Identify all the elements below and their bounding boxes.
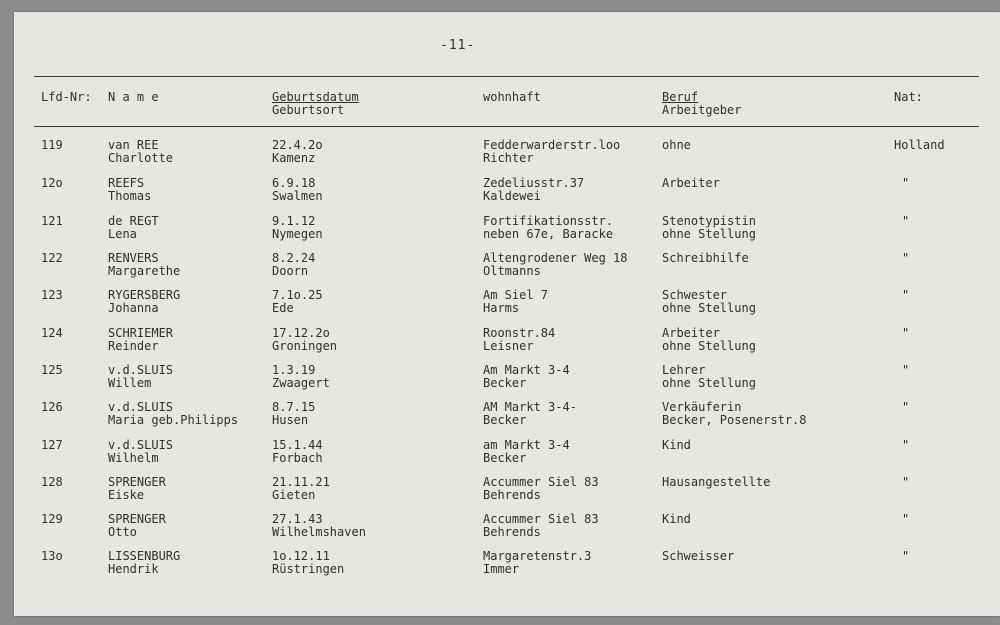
cell-nr	[41, 177, 63, 190]
cell-nr	[41, 215, 63, 228]
cell-nr-line: 128	[41, 475, 63, 489]
cell-nr	[41, 439, 63, 452]
cell-name	[108, 364, 173, 389]
cell-wohnhaft	[483, 513, 599, 538]
header-bottom-rule	[34, 126, 979, 127]
cell-nationality: Holland	[894, 138, 945, 152]
cell-nr-line: 12o	[41, 176, 63, 190]
cell-name-line: Otto	[108, 524, 137, 539]
cell-beruf-line: Kind	[662, 438, 691, 452]
cell-geburt	[272, 139, 323, 164]
cell-geburt	[272, 252, 315, 277]
cell-wohnhaft-line: Altengrodener Weg 18	[483, 251, 628, 265]
header-beruf-line2: Arbeitgeber	[662, 103, 742, 117]
cell-name-line: Willem	[108, 375, 152, 390]
cell-geburt	[272, 476, 330, 501]
cell-beruf	[662, 327, 756, 352]
cell-geburt-line: 7.1o.25	[272, 288, 323, 302]
cell-beruf	[662, 476, 770, 489]
cell-beruf-line: Arbeiter	[662, 176, 720, 190]
cell-wohnhaft-line: Roonstr.84	[483, 326, 556, 340]
cell-geburt-line: 8.2.24	[272, 251, 316, 265]
table-row	[14, 364, 1000, 400]
cell-beruf	[662, 550, 734, 563]
cell-beruf-line: Schweisser	[662, 549, 735, 563]
cell-wohnhaft-line: Am Siel 7	[483, 288, 549, 302]
cell-geburt-line: 8.7.15	[272, 400, 316, 414]
cell-name-line: Reinder	[108, 338, 159, 353]
cell-wohnhaft-line: Am Markt 3-4	[483, 363, 570, 377]
table-row	[14, 139, 1000, 175]
cell-wohnhaft-line: Fedderwarderstr.loo	[483, 138, 621, 152]
cell-name-line: Lena	[108, 226, 137, 241]
cell-nationality: "	[902, 176, 910, 190]
cell-beruf-line: Kind	[662, 512, 691, 526]
cell-wohnhaft-line: neben 67e, Baracke	[483, 226, 614, 241]
cell-beruf-line: Hausangestellte	[662, 475, 771, 489]
cell-geburt-line: Rüstringen	[272, 561, 345, 576]
cell-wohnhaft	[483, 439, 570, 464]
cell-nr	[41, 476, 63, 489]
cell-name-line: Wilhelm	[108, 450, 159, 465]
cell-wohnhaft	[483, 289, 548, 314]
cell-name	[108, 139, 173, 164]
cell-name-line: Hendrik	[108, 561, 159, 576]
cell-nationality: "	[902, 475, 910, 489]
cell-name	[108, 327, 173, 352]
cell-nationality: "	[902, 400, 910, 414]
table-row	[14, 439, 1000, 475]
cell-name	[108, 252, 180, 277]
cell-beruf	[662, 177, 720, 190]
cell-name	[108, 215, 159, 240]
page-number: -11-	[440, 38, 476, 53]
cell-nationality: "	[902, 438, 910, 452]
cell-beruf	[662, 252, 749, 265]
cell-beruf	[662, 289, 756, 314]
cell-beruf	[662, 439, 691, 452]
table-row	[14, 215, 1000, 251]
table-row	[14, 252, 1000, 288]
cell-name-line: v.d.SLUIS	[108, 363, 174, 377]
cell-name-line: v.d.SLUIS	[108, 438, 174, 452]
cell-geburt-line: 15.1.44	[272, 438, 323, 452]
cell-geburt-line: Gieten	[272, 487, 316, 502]
cell-nr	[41, 327, 63, 340]
cell-nr	[41, 550, 63, 563]
cell-name-line: RENVERS	[108, 251, 159, 265]
cell-geburt-line: 21.11.21	[272, 475, 330, 489]
cell-beruf	[662, 513, 691, 526]
cell-name	[108, 439, 173, 464]
cell-wohnhaft-line: Richter	[483, 150, 534, 165]
header-top-rule	[34, 76, 979, 77]
cell-nationality: "	[902, 288, 910, 302]
cell-wohnhaft-line: Harms	[483, 300, 520, 315]
cell-geburt-line: Wilhelmshaven	[272, 524, 366, 539]
cell-geburt-line: Forbach	[272, 450, 323, 465]
cell-geburt-line: 9.1.12	[272, 214, 316, 228]
cell-beruf-line: ohne	[662, 138, 691, 152]
cell-nr	[41, 364, 63, 377]
cell-name	[108, 513, 166, 538]
table-row	[14, 550, 1000, 586]
cell-geburt	[272, 439, 323, 464]
cell-geburt-line: Zwaagert	[272, 375, 330, 390]
table-row	[14, 289, 1000, 325]
header-nat: Nat:	[894, 90, 923, 104]
cell-geburt	[272, 177, 323, 202]
cell-geburt	[272, 550, 344, 575]
cell-wohnhaft	[483, 139, 620, 164]
cell-geburt	[272, 401, 315, 426]
cell-wohnhaft-line: Behrends	[483, 487, 541, 502]
cell-name-line: Johanna	[108, 300, 159, 315]
cell-name-line: van REE	[108, 138, 159, 152]
cell-wohnhaft	[483, 252, 628, 277]
cell-beruf	[662, 364, 756, 389]
cell-nr-line: 121	[41, 214, 63, 228]
cell-nationality: "	[902, 326, 910, 340]
header-nr: Lfd-Nr:	[41, 90, 92, 104]
cell-wohnhaft-line: AM Markt 3-4-	[483, 400, 577, 414]
cell-geburt	[272, 513, 366, 538]
cell-geburt-line: Husen	[272, 412, 309, 427]
cell-geburt	[272, 215, 323, 240]
cell-nationality: "	[902, 214, 910, 228]
cell-nr-line: 125	[41, 363, 63, 377]
cell-beruf	[662, 215, 756, 240]
cell-name-line: Charlotte	[108, 150, 174, 165]
cell-name-line: SCHRIEMER	[108, 326, 174, 340]
cell-geburt	[272, 289, 323, 314]
cell-geburt-line: Kamenz	[272, 150, 316, 165]
cell-nr-line: 126	[41, 400, 63, 414]
header-beruf-line1: Beruf	[662, 90, 699, 104]
cell-nr-line: 119	[41, 138, 63, 152]
cell-geburt-line: Groningen	[272, 338, 338, 353]
cell-name-line: LISSENBURG	[108, 549, 181, 563]
cell-geburt-line: Nymegen	[272, 226, 323, 241]
cell-name-line: REEFS	[108, 176, 145, 190]
cell-wohnhaft-line: am Markt 3-4	[483, 438, 570, 452]
cell-name-line: Thomas	[108, 188, 152, 203]
cell-wohnhaft-line: Immer	[483, 561, 520, 576]
cell-wohnhaft-line: Kaldewei	[483, 188, 541, 203]
cell-geburt-line: 17.12.2o	[272, 326, 330, 340]
cell-nr-line: 127	[41, 438, 63, 452]
cell-wohnhaft	[483, 364, 570, 389]
cell-nr	[41, 139, 63, 152]
table-row	[14, 476, 1000, 512]
cell-geburt-line: Swalmen	[272, 188, 323, 203]
cell-name	[108, 401, 238, 426]
cell-wohnhaft-line: Behrends	[483, 524, 541, 539]
cell-beruf-line: Becker, Posenerstr.8	[662, 412, 807, 427]
cell-nationality: "	[902, 251, 910, 265]
cell-name-line: de REGT	[108, 214, 159, 228]
cell-nr-line: 122	[41, 251, 63, 265]
cell-name-line: Margarethe	[108, 263, 181, 278]
document-page	[14, 12, 1000, 616]
cell-name-line: v.d.SLUIS	[108, 400, 174, 414]
header-geburtsdatum-line2: Geburtsort	[272, 103, 345, 117]
cell-wohnhaft-line: Accummer Siel 83	[483, 512, 599, 526]
cell-nationality: "	[902, 363, 910, 377]
cell-wohnhaft	[483, 177, 584, 202]
table-row	[14, 327, 1000, 363]
cell-name-line: SPRENGER	[108, 512, 166, 526]
cell-name-line: Eiske	[108, 487, 145, 502]
cell-nr-line: 124	[41, 326, 63, 340]
cell-name-line: Maria geb.Philipps	[108, 412, 239, 427]
header-geburtsdatum	[272, 91, 359, 117]
cell-geburt-line: 6.9.18	[272, 176, 316, 190]
cell-wohnhaft	[483, 550, 591, 575]
cell-wohnhaft-line: Margaretenstr.3	[483, 549, 592, 563]
cell-nr	[41, 252, 63, 265]
cell-geburt-line: 27.1.43	[272, 512, 323, 526]
cell-wohnhaft-line: Leisner	[483, 338, 534, 353]
cell-geburt-line: 1.3.19	[272, 363, 316, 377]
cell-wohnhaft-line: Becker	[483, 450, 527, 465]
cell-geburt-line: Ede	[272, 300, 294, 315]
cell-geburt	[272, 364, 330, 389]
cell-nr-line: 123	[41, 288, 63, 302]
cell-name-line: SPRENGER	[108, 475, 166, 489]
cell-wohnhaft-line: Zedeliusstr.37	[483, 176, 585, 190]
header-wohnhaft: wohnhaft	[483, 90, 541, 104]
cell-nr	[41, 289, 63, 302]
cell-geburt	[272, 327, 337, 352]
cell-beruf-line: Lehrer	[662, 363, 706, 377]
cell-name-line: RYGERSBERG	[108, 288, 181, 302]
cell-wohnhaft	[483, 327, 555, 352]
cell-geburt-line: Doorn	[272, 263, 309, 278]
cell-nr-line: 129	[41, 512, 63, 526]
cell-beruf	[662, 401, 807, 426]
cell-name	[108, 476, 166, 501]
cell-nr	[41, 401, 63, 414]
cell-nationality: "	[902, 549, 910, 563]
table-row	[14, 401, 1000, 437]
cell-beruf-line: ohne Stellung	[662, 375, 756, 390]
cell-geburt-line: 1o.12.11	[272, 549, 330, 563]
header-beruf	[662, 91, 741, 117]
cell-wohnhaft-line: Becker	[483, 412, 527, 427]
cell-beruf-line: ohne Stellung	[662, 226, 756, 241]
header-geburtsdatum-line1: Geburtsdatum	[272, 90, 359, 104]
cell-wohnhaft-line: Fortifikationsstr.	[483, 214, 614, 228]
cell-beruf-line: Arbeiter	[662, 326, 720, 340]
cell-wohnhaft	[483, 476, 599, 501]
cell-wohnhaft-line: Oltmanns	[483, 263, 541, 278]
cell-beruf-line: Verkäuferin	[662, 400, 742, 414]
cell-geburt-line: 22.4.2o	[272, 138, 323, 152]
cell-wohnhaft	[483, 215, 613, 240]
header-name: N a m e	[108, 90, 159, 104]
cell-wohnhaft-line: Accummer Siel 83	[483, 475, 599, 489]
cell-beruf-line: Stenotypistin	[662, 214, 756, 228]
cell-nr-line: 13o	[41, 549, 63, 563]
cell-name	[108, 550, 180, 575]
cell-beruf-line: Schreibhilfe	[662, 251, 749, 265]
cell-name	[108, 177, 151, 202]
cell-wohnhaft	[483, 401, 577, 426]
table-row	[14, 513, 1000, 549]
cell-nationality: "	[902, 512, 910, 526]
table-row	[14, 177, 1000, 213]
cell-beruf	[662, 139, 691, 152]
cell-beruf-line: ohne Stellung	[662, 338, 756, 353]
cell-nr	[41, 513, 63, 526]
cell-wohnhaft-line: Becker	[483, 375, 527, 390]
cell-name	[108, 289, 180, 314]
cell-beruf-line: ohne Stellung	[662, 300, 756, 315]
cell-beruf-line: Schwester	[662, 288, 728, 302]
